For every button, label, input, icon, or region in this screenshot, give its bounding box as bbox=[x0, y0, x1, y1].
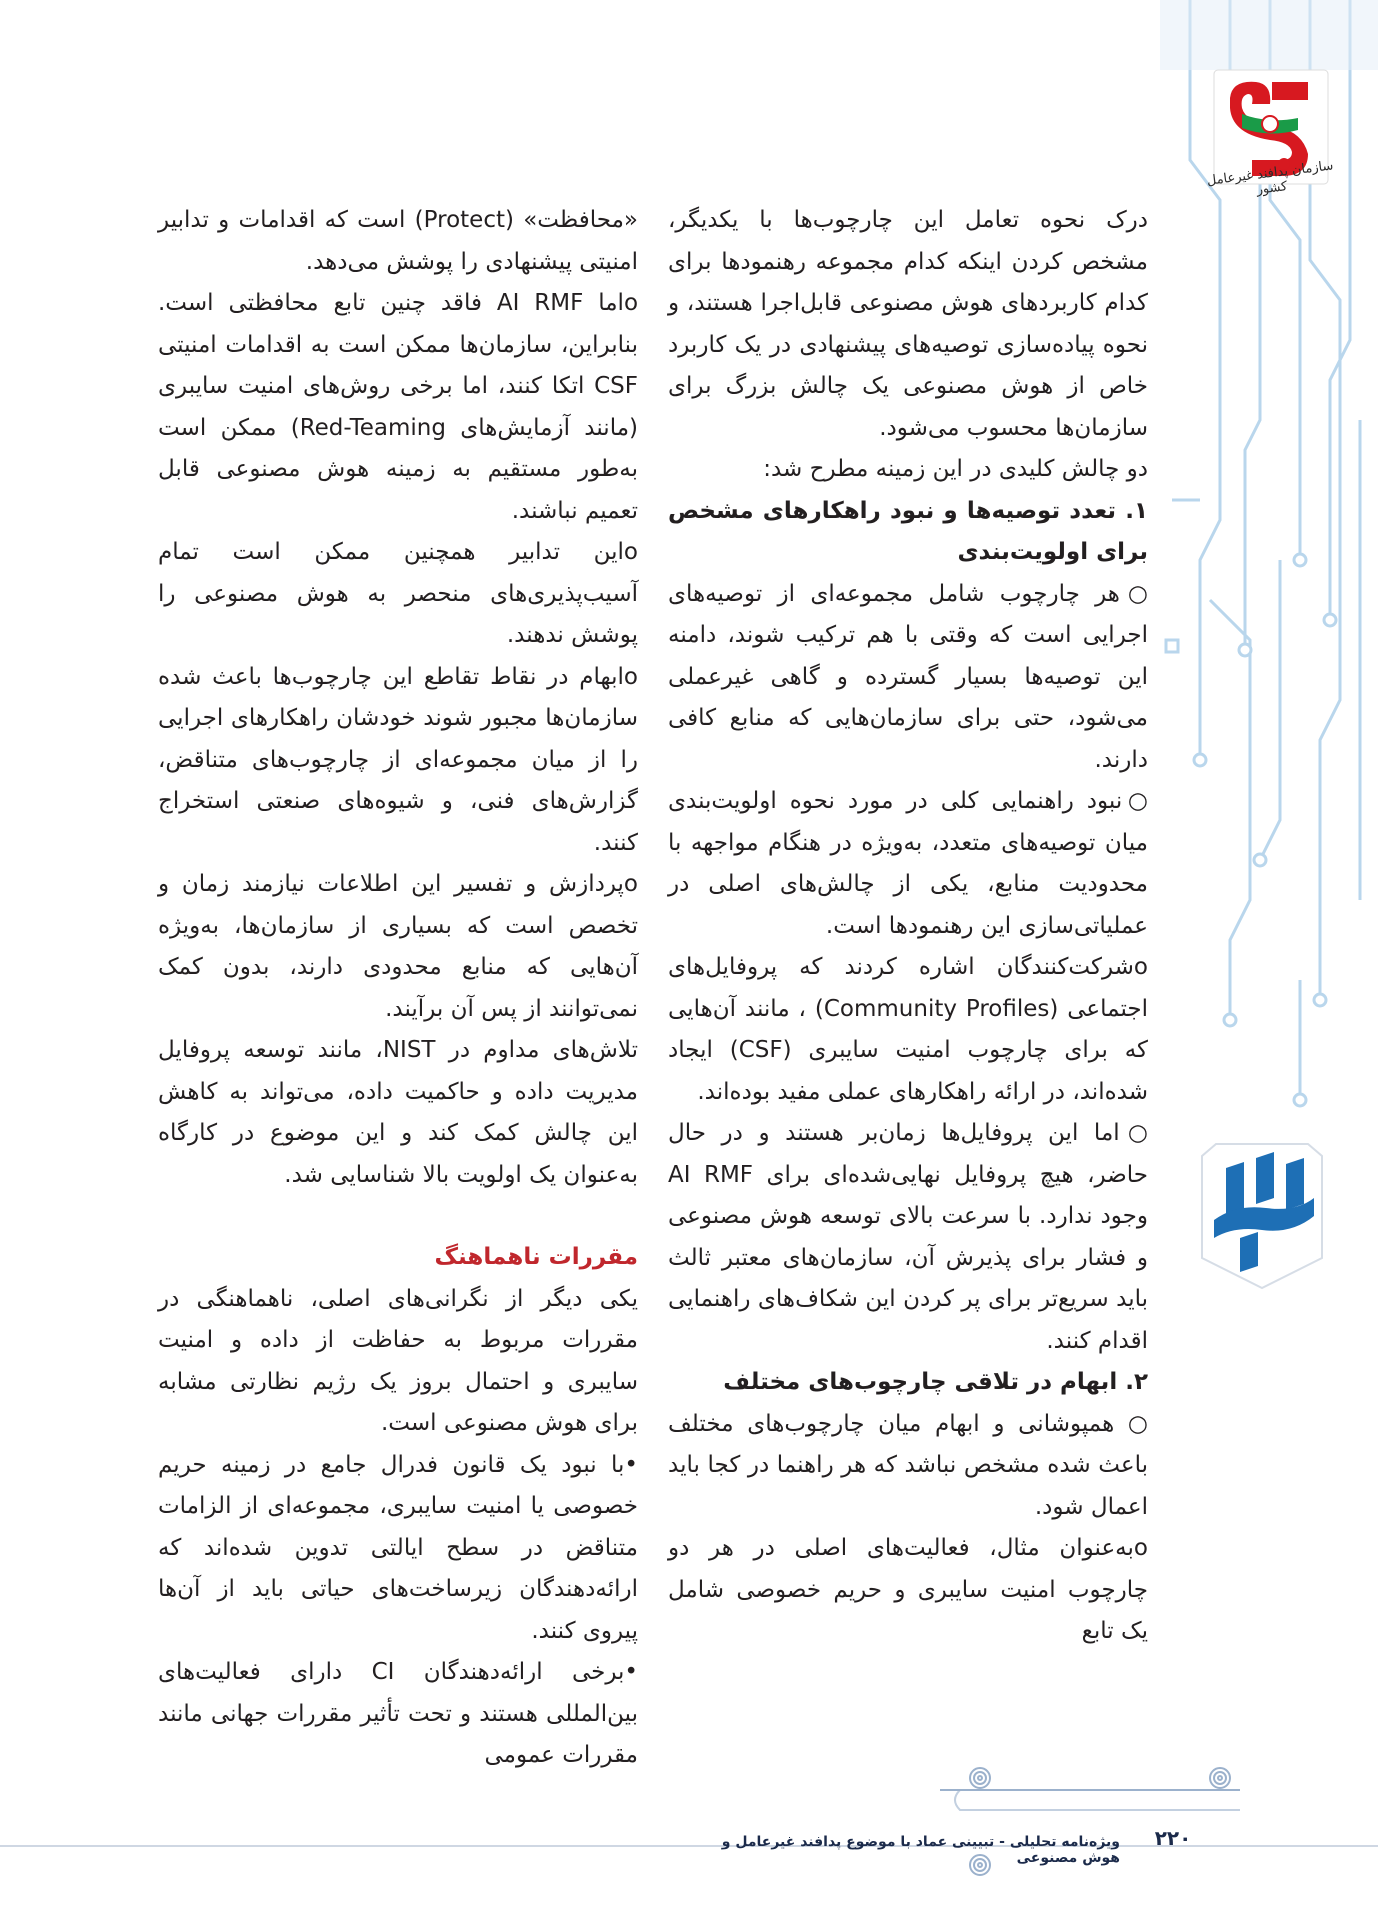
bullet-paragraph: ○اما این پروفایل‌ها زمان‌بر هستند و در حال حاضر، هیچ پروفایل نهایی‌شده‌ای برای AI RMF وجود ندارد. با سرعت بالای توسعه هوش مصنوعی و فشار برای پذیرش آن، سازمان‌های معتبر ثالث باید سریع‌تر برای پر کردن این شکاف‌های راهنمایی اقدام کنند. bbox=[668, 1120, 1148, 1354]
bullet-paragraph: oاما AI RMF فاقد چنین تابع محافظتی است. بنابراین، سازمان‌ها ممکن است به اقدامات امنیتی CSF اتکا کنند، اما برخی روش‌های امنیت سایبری (مانند آزمایش‌های Red-Teaming) ممکن است به‌طور مستقیم به زمینه هوش مصنوعی قابل تعمیم نباشند. bbox=[158, 290, 639, 524]
bullet-paragraph: •با نبود یک قانون فدرال جامع در زمینه حریم خصوصی یا امنیت سایبری، مجموعه‌ای از الزامات متناقض در سطح ایالتی تدوین شده‌اند که ارائه‌دهندگان زیرساخت‌های حیاتی باید از آن‌ها پیروی کنند. bbox=[158, 1451, 638, 1644]
bullet-paragraph: oاین تدابیر همچنین ممکن است تمام آسیب‌پذیری‌های منحصر به هوش مصنوعی را پوشش ندهند. bbox=[158, 539, 638, 648]
circuit-decoration bbox=[1160, 0, 1378, 1929]
bullet-paragraph: oبه‌عنوان مثال، فعالیت‌های اصلی در هر دو چارچوب امنیت سایبری و حریم خصوصی شامل یک تابع bbox=[668, 1535, 1148, 1644]
emad-logo-icon bbox=[1196, 1138, 1328, 1294]
left-text-column bbox=[158, 200, 638, 1777]
page-number: ۲۲۰ bbox=[1154, 1826, 1192, 1850]
bullet-paragraph: •برخی ارائه‌دهندگان CI دارای فعالیت‌های بین‌المللی هستند و تحت تأثیر مقررات جهانی مانند مقررات عمومی bbox=[158, 1659, 638, 1768]
footer-publication-title: ویژه‌نامه تحلیلی - تبیینی عماد با موضوع پدافند غیرعامل و هوش مصنوعی bbox=[721, 1834, 1120, 1866]
section-heading: ۱. تعدد توصیه‌ها و نبود راهکارهای مشخص برای اولویت‌بندی bbox=[668, 497, 1148, 565]
paragraph: تلاش‌های مداوم در NIST، مانند توسعه پروفایل مدیریت داده و حاکمیت داده، می‌تواند به کاهش این چالش کمک کند و این موضوع در کارگاه به‌عنوان یک اولویت بالا شناسایی شد. bbox=[158, 1037, 638, 1188]
bullet-paragraph: oشرکت‌کنندگان اشاره کردند که پروفایل‌های اجتماعی (Community Profiles) ، مانند آن‌هایی که برای چارچوب امنیت سایبری (CSF) ایجاد شده‌اند، در ارائه راهکارهای عملی مفید بوده‌اند. bbox=[668, 954, 1148, 1105]
paragraph: درک نحوه تعامل این چارچوب‌ها با یکدیگر، مشخص کردن اینکه کدام مجموعه رهنمودها برای کدام کاربردهای هوش مصنوعی قابل‌اجرا هستند، و نحوه پیاده‌سازی توصیه‌های پیشنهادی در یک کاربرد خاص از هوش مصنوعی یک چالش بزرگ برای سازمان‌ها محسوب می‌شود. bbox=[668, 207, 1148, 441]
bullet-paragraph: ○ همپوشانی و ابهام میان چارچوب‌های مختلف باعث شده مشخص نباشد که هر راهنما در کجا باید اعمال شود. bbox=[668, 1410, 1148, 1520]
paragraph: دو چالش کلیدی در این زمینه مطرح شد: bbox=[763, 456, 1148, 482]
right-text-column bbox=[668, 200, 1148, 1653]
paragraph: «محافظت» (Protect) است که اقدامات و تدابیر امنیتی پیشنهادی را پوشش می‌دهد. bbox=[158, 207, 638, 275]
bullet-paragraph: oابهام در نقاط تقاطع این چارچوب‌ها باعث شده سازمان‌ها مجبور شوند خودشان راهکارهای اجرایی را از میان مجموعه‌ای از چارچوب‌های متناقض، گزارش‌های فنی، و شیوه‌های صنعتی استخراج کنند. bbox=[158, 663, 638, 856]
org-caption: سازمان پدافند غیرعامل کشور bbox=[1205, 158, 1335, 198]
section-heading: ۲. ابهام در تلاقی چارچوب‌های مختلف bbox=[723, 1369, 1148, 1395]
paragraph: یکی دیگر از نگرانی‌های اصلی، ناهماهنگی در مقررات مربوط به حفاظت از داده و امنیت سایبری و احتمال بروز یک رژیم نظارتی مشابه برای هوش مصنوعی است. bbox=[158, 1285, 638, 1436]
bullet-paragraph: oپردازش و تفسیر این اطلاعات نیازمند زمان و تخصص است که بسیاری از سازمان‌ها، به‌ویژه آن‌هایی که منابع محدودی دارند، بدون کمک نمی‌توانند از پس آن برآیند. bbox=[158, 871, 638, 1022]
bullet-paragraph: ○هر چارچوب شامل مجموعه‌ای از توصیه‌های اجرایی است که وقتی با هم ترکیب شوند، دامنه این توصیه‌ها بسیار گسترده و گاهی غیرعملی می‌شود، حتی برای سازمان‌هایی که منابع کافی دارند. bbox=[668, 580, 1148, 773]
section-heading-red: مقررات ناهماهنگ bbox=[434, 1244, 638, 1270]
bullet-paragraph: ○نبود راهنمایی کلی در مورد نحوه اولویت‌بندی میان توصیه‌های متعدد، به‌ویژه در هنگام مواجهه با محدودیت منابع، یکی از چالش‌های اصلی در عملیاتی‌سازی این رهنمودها است. bbox=[668, 788, 1148, 939]
